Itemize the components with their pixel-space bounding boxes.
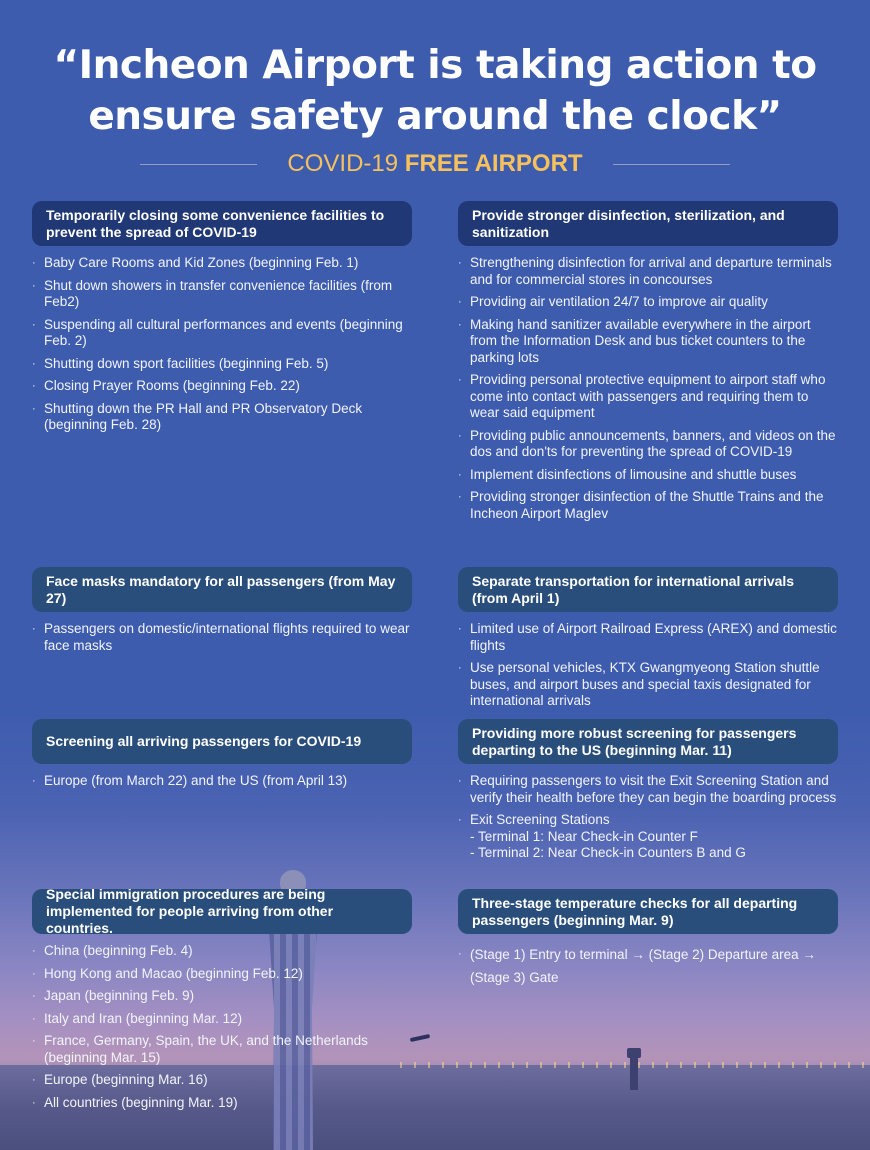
list-item: · Europe (beginning Mar. 16) — [32, 1072, 208, 1087]
list-item: · China (beginning Feb. 4) — [32, 943, 193, 958]
bullet-list — [32, 773, 412, 790]
section-heading: Three-stage temperature checks for all departing passengers (beginning Mar. 9) — [458, 889, 838, 934]
title-line-1: “Incheon Airport is taking action to — [53, 43, 817, 88]
list-item: · Baby Care Rooms and Kid Zones (beginning Feb. 1) — [32, 255, 359, 270]
bullet-icon: · — [32, 318, 36, 331]
list-item: · Providing public announcements, banners, and videos on the dos and don'ts for preventing the spread of COVID-19 — [458, 427, 836, 459]
bullet-icon: · — [458, 623, 462, 635]
subtitle-rule-right — [613, 164, 730, 165]
list-item: · Providing air ventilation 24/7 to improve air quality — [458, 294, 768, 309]
bullet-icon: · — [458, 257, 462, 269]
bullet-icon: · — [32, 1035, 36, 1047]
section-us-departure-screening — [458, 719, 838, 868]
list-item: · Shut down showers in transfer convenience facilities (from Feb2) — [32, 277, 393, 309]
sub-item: - Terminal 1: Near Check-in Counter F — [470, 828, 698, 844]
bullet-icon: · — [32, 1096, 36, 1109]
list-item: · Closing Prayer Rooms (beginning Feb. 22) — [32, 378, 300, 393]
bullet-icon: · — [32, 279, 36, 292]
section-closing-facilities — [32, 201, 412, 440]
section-special-immigration — [32, 886, 412, 1117]
list-item: · Making hand sanitizer available everywhere in the airport from the Information Desk and bus ticket counters to the parking lots — [458, 316, 811, 365]
list-item: · Use personal vehicles, KTX Gwangmyeong Station shuttle buses, and airport buses and special taxis designated for international arrivals — [458, 660, 820, 708]
bullet-icon: · — [458, 814, 462, 826]
list-item: · Requiring passengers to visit the Exit Screening Station and verify their health before they can begin the boarding process — [458, 773, 837, 805]
bullet-icon: · — [458, 948, 462, 960]
list-item: · Providing stronger disinfection of the Shuttle Trains and the Incheon Airport Maglev — [458, 489, 824, 521]
list-item: · Shutting down sport facilities (beginning Feb. 5) — [32, 355, 329, 371]
bullet-icon: · — [32, 380, 36, 392]
bullet-list — [458, 255, 838, 522]
bullet-icon: · — [458, 318, 462, 331]
page-title — [0, 40, 870, 142]
subtitle-row — [140, 148, 730, 180]
section-arrival-screening — [32, 719, 412, 796]
section-heading: Provide stronger disinfection, sterilization, and sanitization — [458, 201, 838, 246]
list-item: · Hong Kong and Macao (beginning Feb. 12) — [32, 965, 303, 981]
list-item: · (Stage 1) Entry to terminal → (Stage 2) Departure area → (Stage 3) Gate — [458, 943, 838, 989]
list-item: · Europe (from March 22) and the US (from April 13) — [32, 773, 348, 788]
bullet-icon: · — [32, 257, 36, 269]
bullet-icon: · — [32, 623, 36, 635]
sub-item: - Terminal 2: Near Check-in Counters B and G — [470, 845, 746, 860]
subtitle-regular: COVID-19 — [287, 150, 405, 177]
bullet-icon: · — [458, 775, 462, 787]
bullet-icon: · — [32, 402, 36, 415]
section-separate-transportation — [458, 567, 838, 716]
subtitle — [257, 150, 612, 178]
bullet-list — [458, 943, 838, 989]
bullet-icon: · — [458, 374, 462, 386]
section-heading: Temporarily closing some convenience facilities to prevent the spread of COVID-19 — [32, 201, 412, 246]
title-line-2: ensure safety around the clock” — [88, 94, 782, 139]
subtitle-bold: FREE AIRPORT — [404, 150, 583, 177]
list-item: · Passengers on domestic/international flights required to wear face masks — [32, 621, 410, 653]
bullet-icon: · — [32, 775, 36, 787]
bullet-icon: · — [458, 662, 462, 674]
section-heading: Providing more robust screening for passengers departing to the US (beginning Mar. 11) — [458, 719, 838, 764]
list-item: · France, Germany, Spain, the UK, and the Netherlands (beginning Mar. 15) — [32, 1033, 368, 1065]
bullet-icon: · — [32, 990, 36, 1002]
list-item: · Italy and Iran (beginning Mar. 12) — [32, 1010, 243, 1026]
bullet-icon: · — [458, 491, 462, 503]
list-item: · Exit Screening Stations - Terminal 1: Near Check-in Counter F - Terminal 2: Near Check-in Counters B and G — [458, 812, 838, 862]
list-item: · Limited use of Airport Railroad Express (AREX) and domestic flights — [458, 621, 837, 653]
list-item: · Suspending all cultural performances and events (beginning Feb. 2) — [32, 316, 403, 348]
bullet-icon: · — [32, 945, 36, 957]
bullet-list — [32, 255, 412, 434]
bullet-icon: · — [32, 967, 36, 980]
section-heading: Special immigration procedures are being implemented for people arriving from other countries. — [32, 889, 412, 934]
bullet-list — [32, 943, 412, 1111]
list-item: · Strengthening disinfection for arrival and departure terminals and for commercial stores in concourses — [458, 255, 832, 287]
bullet-icon: · — [32, 1012, 36, 1025]
bullet-icon: · — [32, 357, 36, 370]
section-temperature-checks — [458, 889, 838, 995]
subtitle-rule-left — [140, 164, 257, 165]
bullet-list — [32, 621, 412, 654]
section-face-masks — [32, 567, 412, 660]
list-item: · Providing personal protective equipment to airport staff who come into contact with passengers and requiring them to wear said equipment — [458, 372, 826, 420]
section-heading: Face masks mandatory for all passengers (from May 27) — [32, 567, 412, 612]
bullet-icon: · — [458, 468, 462, 481]
bullet-icon: · — [458, 296, 462, 308]
bullet-list — [458, 621, 838, 710]
bullet-icon: · — [458, 429, 462, 442]
section-heading: Screening all arriving passengers for COVID-19 — [32, 719, 412, 764]
section-heading: Separate transportation for international arrivals (from April 1) — [458, 567, 838, 612]
bullet-icon: · — [32, 1074, 36, 1086]
list-item: · Implement disinfections of limousine and shuttle buses — [458, 466, 797, 482]
bullet-list — [458, 773, 838, 862]
list-item: · All countries (beginning Mar. 19) — [32, 1094, 238, 1110]
list-item: · Japan (beginning Feb. 9) — [32, 988, 195, 1003]
list-item: · Shutting down the PR Hall and PR Observatory Deck (beginning Feb. 28) — [32, 400, 363, 432]
section-disinfection — [458, 201, 838, 528]
